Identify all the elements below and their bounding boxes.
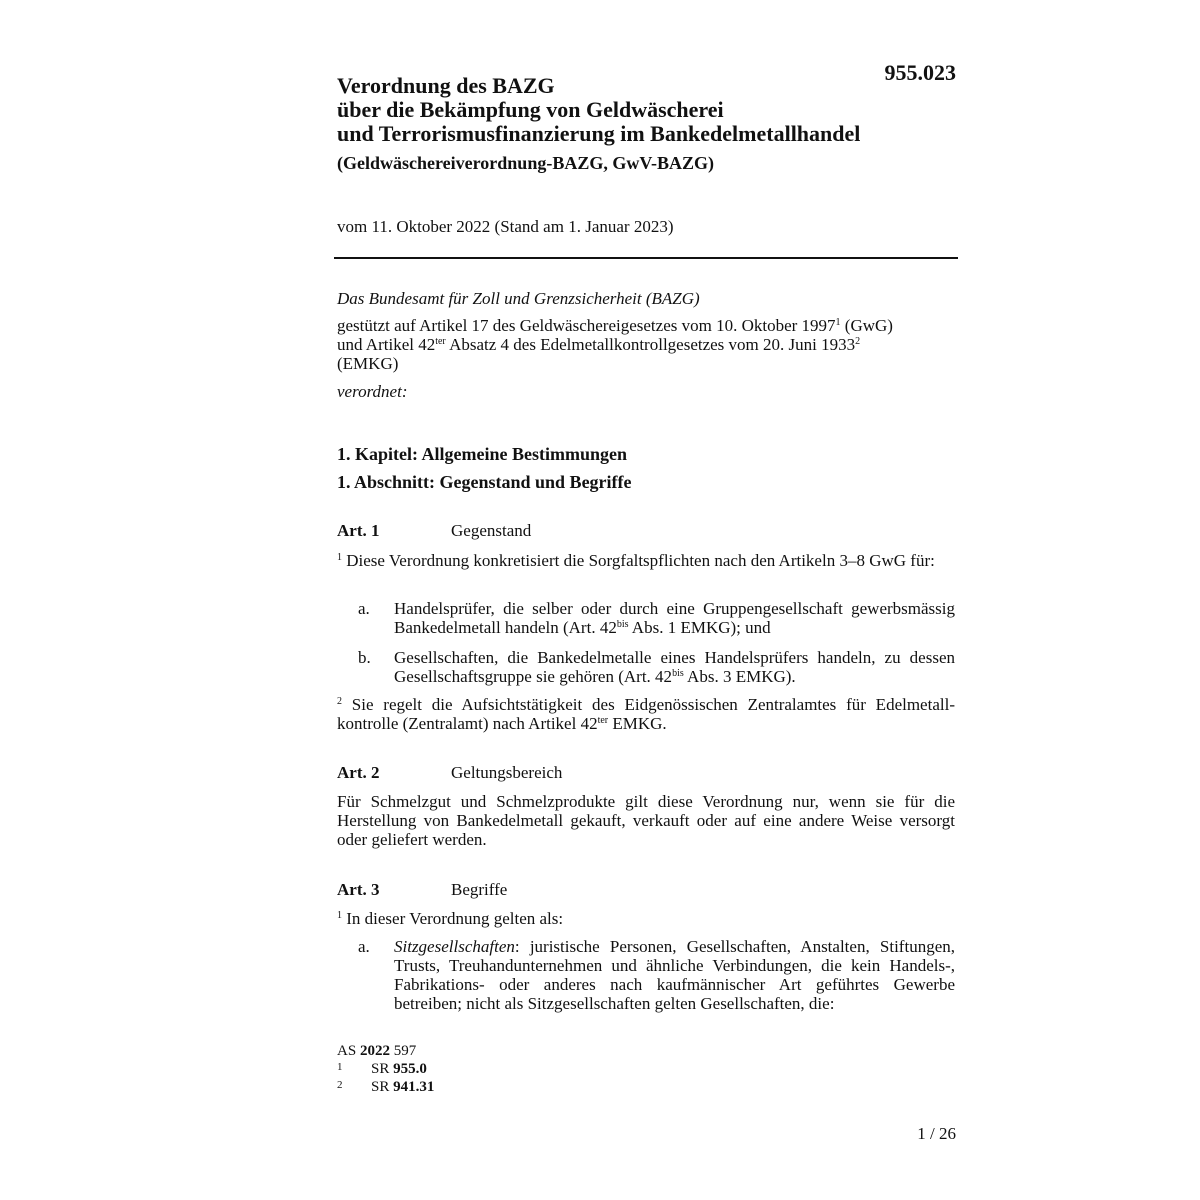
page-number: 1 / 26 [917, 1124, 956, 1143]
article-2-heading [337, 763, 562, 783]
chapter-heading: 1. Kapitel: Allgemeine Bestimmungen [337, 444, 627, 464]
article-2-text: Für Schmelzgut und Schmelzprodukte gilt diese Verordnung nur, wenn sie für die Herstellung von Bankedelmetall gekauft, verkauft oder auf eine andere Weise versorgt oder geliefert werden. [337, 792, 955, 849]
official-collection-ref: AS 2022 597 [337, 1043, 417, 1059]
article-1-item-b: b. Gesellschaften, die Bankedelmetalle eines Handelsprüfers handeln, zu dessen Gesellschaftsgruppe sie gehören (Art. $42^{bis}$ Abs. 3 EMKG). [358, 648, 955, 686]
document-title [337, 74, 860, 146]
article-number: Art. 1 [337, 521, 380, 540]
sr-number: 955.023 [884, 60, 956, 85]
preamble-legal-basis: gestützt auf Artikel 17 des Geldwäschereigesetzes vom 10. Oktober 1997$^1$ (GwG) und Artikel $42^{ter}$ Absatz 4 des Edelmetallkontrollgesetzes vom 20. Juni 1933$^2$ (EMKG) [337, 316, 893, 373]
header-divider [334, 257, 958, 259]
article-1-heading [337, 521, 531, 541]
article-3-heading [337, 880, 507, 900]
footnote-ref-1[interactable]: 1 [835, 317, 841, 328]
preamble-verb: verordnet: [337, 382, 408, 401]
document-subtitle: (Geldwäschereiverordnung-BAZG, GwV-BAZG) [337, 153, 714, 173]
footnote-1: 1 SR 955.0 [337, 1061, 427, 1077]
footnote-ref-2[interactable]: 2 [855, 336, 861, 347]
article-1-paragraph-2: $^2$ Sie regelt die Aufsichtstätigkeit des Eidgenössischen Zentralamtes für Edelmetallkontrolle (Zentralamt) nach Artikel $42^{ter}$ EMKG. [337, 695, 955, 733]
article-title: Gegenstand [451, 521, 532, 540]
article-title: Begriffe [451, 880, 508, 899]
article-number: Art. 3 [337, 880, 380, 899]
section-heading: 1. Abschnitt: Gegenstand und Begriffe [337, 472, 632, 492]
article-1-item-a: a. Handelsprüfer, die selber oder durch eine Gruppengesellschaft gewerbsmässig Bankedelmetall handeln (Art. $42^{bis}$ Abs. 1 EMKG); und [358, 599, 955, 637]
article-3-paragraph-1: $^1$ In dieser Verordnung gelten als: [337, 909, 564, 928]
footnote-2: 2 SR 941.31 [337, 1079, 435, 1095]
title-line-1: Verordnung des BAZG [337, 73, 555, 98]
article-title: Geltungsbereich [451, 763, 563, 782]
article-number: Art. 2 [337, 763, 380, 782]
title-line-2: über die Bekämpfung von Geldwäscherei [337, 97, 724, 122]
defined-term: Sitzgesellschaften [394, 937, 515, 956]
date-line: vom 11. Oktober 2022 (Stand am 1. Januar 2023) [337, 217, 674, 236]
article-3-item-a: a. Sitzgesellschaften: juristische Personen, Gesellschaften, Anstalten, Stiftungen, Trusts, Treuhandunternehmen und ähnliche Verbindungen, die kein Handels-, Fabrikations- oder anderes nach kaufmännischer Art geführtes Gewerbe betreiben; nicht als Sitzgesellschaften gelten Gesellschaften, die: [358, 937, 955, 1013]
title-line-3: und Terrorismusfinanzierung im Bankedelmetallhandel [337, 121, 861, 146]
footnotes [337, 1043, 434, 1095]
preamble-authority: Das Bundesamt für Zoll und Grenzsicherheit (BAZG) [337, 289, 700, 308]
article-1-paragraph-1: $^1$ Diese Verordnung konkretisiert die Sorgfaltspflichten nach den Artikeln 3–8 GwG für: [337, 551, 935, 570]
